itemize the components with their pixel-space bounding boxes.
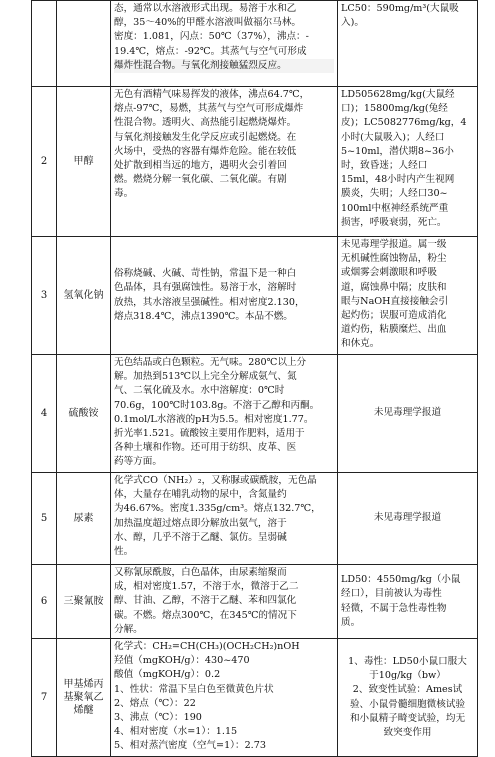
row-number: 2 <box>32 87 57 237</box>
properties-cell: 无色结晶或白色颗粒。无气味。280℃以上分 解。加热到513℃以上完全分解成氨气、氮 气、二氧化硫及水。水中溶解度：0℃时 70.6g，100℃时103.8g。不溶于乙醇和丙酮。 0.1mol/L水溶液的pH为5.5。相对密度1.77。 折光率1.521。硫酸铵主要用作肥料，适用于 各种土壤和作物。还可用于纺织、皮革、医 药等方面。 <box>111 355 338 473</box>
row-number: 4 <box>32 355 57 473</box>
toxicity-cell: LD50：4550mg/kg（小鼠 经口），目前被认为毒性 轻微，不属于急性毒性物 质。 <box>338 565 478 639</box>
row-number: 6 <box>32 565 57 639</box>
toxicity-cell: 未见毒理学报道。属一级 无机碱性腐蚀物品，粉尘 或烟雾会刺激眼和呼吸 道，腐蚀鼻中隔；皮肤和 眼与NaOH直接接触会引 起灼伤；误服可造成消化 道灼伤，粘膜糜烂、出血 和休克。 <box>338 237 478 355</box>
properties-cell: 化学式：CH₂=CH(CH₃)(OCH₂CH₂)nOH 羟值（mgKOH/g）：430~470 酸值（mgKOH/g）：0.2 1、性状：常温下呈白色至微黄色片状 2、熔点（℃）：22 3、沸点（℃）：190 4、相对密度（水=1）：1.15 5、相对蒸汽密度（空气=1）：2.73 <box>111 639 338 757</box>
substance-name: 甲基烯丙 基聚氧乙 烯醚 <box>57 639 111 757</box>
properties-cell: 又称氰尿酰胺，白色晶体，由尿素缩聚而 成，相对密度1.57，不溶于水，微溶于乙二 醇、甘油、乙醇，不溶于乙醚、苯和四氯化 碳。不燃。熔点300℃，在345℃的情况下 分解。 <box>111 565 338 639</box>
table-row <box>32 565 478 639</box>
properties-cell: 无色有酒精气味易挥发的液体，沸点64.7℃， 熔点-97℃，易燃，其蒸气与空气可形成爆炸 性混合物。透明火、高热能引起燃烧爆炸。 与氧化剂接触发生化学反应或引起燃烧。在 火场中，受热的容器有爆炸危险。能在较低 处扩散到相当远的地方，遇明火会引着回 燃。燃烧分解一氧化碳、二氧化碳。有剧 毒。 <box>111 87 338 237</box>
toxicity-cell: 未见毒理学报道 <box>338 355 478 473</box>
substance-name: 甲醇 <box>57 87 111 237</box>
toxicity-cell: LC50：590mg/m³(大鼠吸 入)。 <box>338 1 478 87</box>
properties-cell: 态，通常以水溶液形式出现。易溶于水和乙 醇，35～40%的甲醛水溶液叫做福尔马林。 密度：1.081，闪点：50℃（37%），沸点：- 19.4℃，熔点：-92℃。其蒸气与空气可形成 爆炸性混合物。与氧化剂接触猛烈反应。 <box>111 1 338 87</box>
substance-name <box>57 1 111 87</box>
row-number: 3 <box>32 237 57 355</box>
table-row <box>32 639 478 757</box>
table-row <box>32 473 478 565</box>
row-number: 7 <box>32 639 57 757</box>
table-row <box>32 355 478 473</box>
row-number <box>32 1 57 87</box>
properties-cell: 俗称烧碱、火碱、苛性钠，常温下是一种白 色晶体，具有强腐蚀性。易溶于水，溶解时 放热，其水溶液呈强碱性。相对密度2.130， 熔点318.4℃，沸点1390℃。本品不燃。 <box>111 237 338 355</box>
toxicity-cell: LD505628mg/kg(大鼠经 口)；15800mg/kg(兔经 皮)；LC5082776mg/kg，4 小时(大鼠吸入)；人经口 5~10ml，潜伏期8~36小 时，致昏迷；人经口 15ml，48小时内产生视网 膜炎，失明；人经口30~ 100ml中枢神经系统严重 损害，呼吸衰弱，死亡。 <box>338 87 478 237</box>
table-row <box>32 1 478 87</box>
toxicity-cell: 未见毒理学报道 <box>338 473 478 565</box>
properties-cell: 化学式CO（NH₂）₂，又称脲或碳酰胺，无色晶 体，大量存在哺乳动物的尿中，含氮量约 为46.67%。密度1.335g/cm³。熔点132.7℃， 加热温度超过熔点即分解放出氨气，溶于 水、醇，几乎不溶于乙醚、氯仿。呈弱碱 性。 <box>111 473 338 565</box>
substance-name: 氢氧化钠 <box>57 237 111 355</box>
table-row <box>32 87 478 237</box>
chemical-properties-table <box>31 0 477 757</box>
table-row <box>32 237 478 355</box>
row-number: 5 <box>32 473 57 565</box>
substance-name: 三聚氰胺 <box>57 565 111 639</box>
substance-name: 尿素 <box>57 473 111 565</box>
toxicity-cell: 1、毒性：LD50小鼠口服大 于10g/kg（bw） 2、致变性试验：Ames试 验、小鼠骨髓细胞微核试验 和小鼠精子畸变试验，均无 致突变作用 <box>338 639 478 757</box>
substance-name: 硫酸铵 <box>57 355 111 473</box>
